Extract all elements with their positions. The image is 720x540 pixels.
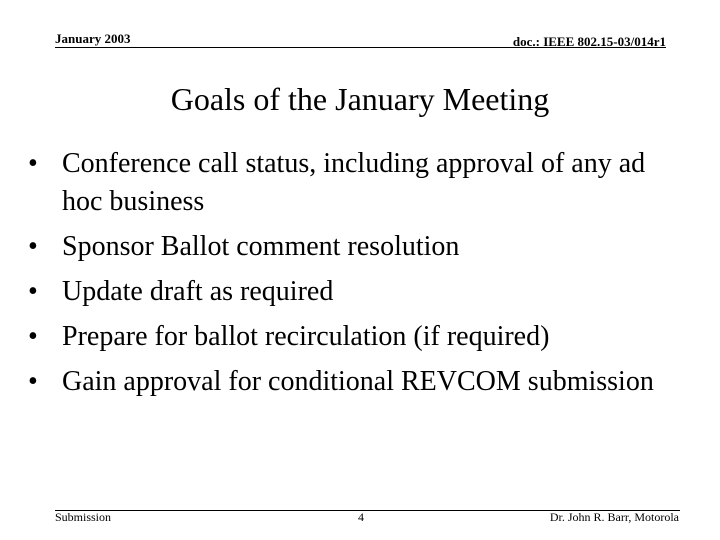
- bullet-icon: •: [28, 148, 38, 179]
- bullet-item: [28, 228, 668, 266]
- bullet-icon: •: [28, 231, 38, 262]
- bullet-icon: •: [28, 366, 38, 397]
- footer-submission: Submission: [55, 510, 112, 524]
- bullet-icon: •: [28, 276, 38, 307]
- bullet-text: Gain approval for conditional REVCOM submission: [62, 366, 654, 397]
- slide-title: Goals of the January Meeting: [170, 81, 550, 117]
- bullet-item: [28, 145, 668, 221]
- bullet-text: Prepare for ballot recirculation (if required): [62, 321, 550, 352]
- bullet-item: [28, 273, 668, 311]
- header-divider: [55, 47, 666, 48]
- bullet-item: [28, 318, 668, 356]
- header-doc-id: doc.: IEEE 802.15-03/014r1: [512, 34, 666, 49]
- bullet-icon: •: [28, 321, 38, 352]
- footer-author: Dr. John R. Barr, Motorola: [549, 510, 679, 524]
- bullet-list: [28, 145, 668, 401]
- bullet-text: Update draft as required: [62, 276, 334, 307]
- bullet-item: [28, 363, 668, 401]
- bullet-text: Conference call status, including approval of any ad hoc business: [62, 148, 646, 217]
- bullet-text: Sponsor Ballot comment resolution: [62, 231, 460, 262]
- page-number: 4: [358, 510, 364, 524]
- header-date: January 2003: [55, 31, 131, 46]
